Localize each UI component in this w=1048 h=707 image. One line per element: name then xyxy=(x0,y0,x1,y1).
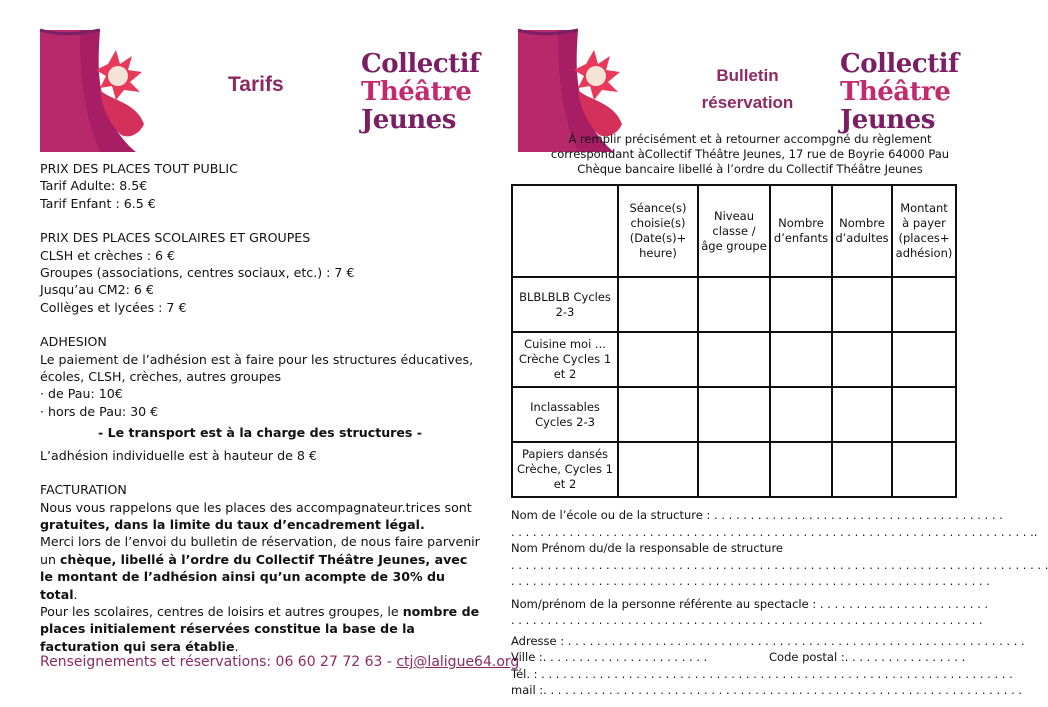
niveau-input-cell[interactable] xyxy=(698,332,770,387)
text-span: Merci lors de l’envoi du bulletin de réservation, de nous faire parvenir un xyxy=(40,534,480,567)
table-row xyxy=(512,387,956,442)
public-line-enfant: Tarif Enfant : 6.5 € xyxy=(40,195,156,211)
tarifs-content xyxy=(40,160,480,655)
adhesion-pau: · de Pau: 10€ xyxy=(40,386,123,402)
ecole-field-continuation[interactable]: . . . . . . . . . . . . . . . . . . . . . . . . . . . . . . . . . . . . . . . . . . . . . . . . . . . . . . . . . . . . . . . . . . . . . . . .. xyxy=(511,524,1038,539)
bold-span: chèque, libellé à l’ordre du Collectif Théâtre Jeunes, avec le montant de l’adhésion ainsi qu’un acompte de 30% du total xyxy=(40,551,468,602)
table-header-cell: Séance(s) choisie(s) (Date(s)+ heure) xyxy=(618,185,698,277)
referente-field-continuation[interactable]: . . . . . . . . . . . . . . . . . . . . . . . . . . . . . . . . . . . . . . . . . . . . . . . . . . . . . . . . . . . . . . . . . xyxy=(511,613,983,627)
code-postal-field[interactable]: Code postal :. . . . . . . . . . . . . . . . . xyxy=(769,650,966,664)
table-header-cell: Niveau classe / âge groupe xyxy=(698,185,770,277)
intro-line: À remplir précisément et à retourner accompgné du règlement xyxy=(568,132,932,146)
public-line-adulte: Tarif Adulte: 8.5€ xyxy=(40,178,148,194)
adhesion-heading: ADHESION xyxy=(40,334,107,350)
seance-input-cell[interactable] xyxy=(618,387,698,442)
bulletin-title-line2: réservation xyxy=(701,93,794,112)
facturation-paragraph-3 xyxy=(40,603,480,655)
adhesion-hors: · hors de Pau: 30 € xyxy=(40,403,159,419)
adhesion-text: Le paiement de l’adhésion est à faire pour les structures éducatives, écoles, CLSH, crèches, autres groupes xyxy=(40,351,474,385)
adultes-input-cell[interactable] xyxy=(832,387,892,442)
table-header-cell: Nombre d’enfants xyxy=(770,185,832,277)
theatre-curtain-illustration xyxy=(40,30,176,152)
reservation-table xyxy=(511,184,957,498)
ville-field[interactable]: Ville :. . . . . . . . . . . . . . . . . . . . . . . xyxy=(511,650,708,664)
referente-field[interactable]: Nom/prénom de la personne référente au spectacle : . . . . . . . . .. . . . . . . . . . . . . . . xyxy=(511,596,989,611)
intro-line: Chèque bancaire libellé à l’ordre du Collectif Théâtre Jeunes xyxy=(577,162,923,176)
text-span: . xyxy=(234,638,239,654)
montant-input-cell[interactable] xyxy=(892,387,956,442)
ecole-field[interactable]: Nom de l’école ou de la structure : . . . . . . . . . . . . . . . . . . . . . . . . . . . . . . . . . . . . . . . . xyxy=(511,508,1003,522)
seance-input-cell[interactable] xyxy=(618,332,698,387)
spectacle-cell: Inclassables Cycles 2-3 xyxy=(512,387,618,442)
logo-line2: Théâtre xyxy=(361,77,472,107)
table-row xyxy=(512,442,956,497)
contact-email-link[interactable]: ctj@laligue64.org xyxy=(396,654,520,670)
transport-note: - Le transport est à la charge des structures - xyxy=(97,425,423,441)
facturation-paragraph-2 xyxy=(40,533,480,603)
adultes-input-cell[interactable] xyxy=(832,442,892,497)
groups-line: Jusqu’au CM2: 6 € xyxy=(40,282,154,298)
spectacle-cell: Papiers dansés Crèche, Cycles 1 et 2 xyxy=(512,442,618,497)
montant-input-cell[interactable] xyxy=(892,442,956,497)
logo-line3: Jeunes xyxy=(361,105,456,135)
text-span: Nous vous rappelons que les places des accompagnateur.trices sont xyxy=(40,499,472,515)
seance-input-cell[interactable] xyxy=(618,277,698,332)
enfants-input-cell[interactable] xyxy=(770,442,832,497)
enfants-input-cell[interactable] xyxy=(770,387,832,442)
structure-form xyxy=(511,507,1048,699)
responsable-field[interactable]: . . . . . . . . . . . . . . . . . . . . . . . . . . . . . . . . . . . . . . . . . . . . . . . . . . . . . . . . . . . . . . . . . . . . . . . . . . xyxy=(511,557,1048,572)
groups-line: Groupes (associations, centres sociaux, etc.) : 7 € xyxy=(40,265,355,281)
bold-span: gratuites, dans la limite du taux d’encadrement légal. xyxy=(40,516,425,532)
enfants-input-cell[interactable] xyxy=(770,277,832,332)
niveau-input-cell[interactable] xyxy=(698,387,770,442)
logo-line1: Collectif xyxy=(361,49,480,79)
logo-collectif-theatre-jeunes xyxy=(361,50,480,134)
text-span: Pour les scolaires, centres de loisirs et autres groupes, le xyxy=(40,603,403,619)
groups-line: CLSH et crèches : 6 € xyxy=(40,247,176,263)
groups-line: Collèges et lycées : 7 € xyxy=(40,299,187,315)
contact-text: Renseignements et réservations: 06 60 27 72 63 - xyxy=(40,654,397,670)
public-heading: PRIX DES PLACES TOUT PUBLIC xyxy=(40,161,238,176)
bulletin-title xyxy=(680,62,815,116)
logo-line3: Jeunes xyxy=(840,105,935,135)
facturation-heading: FACTURATION xyxy=(40,482,127,498)
text-span: . xyxy=(73,586,78,602)
table-header-cell: Montant à payer (places+ adhésion) xyxy=(892,185,956,277)
ville-cp-row xyxy=(511,649,966,666)
spectacle-cell: BLBLBLB Cycles 2-3 xyxy=(512,277,618,332)
seance-input-cell[interactable] xyxy=(618,442,698,497)
adhesion-individuelle: L’adhésion individuelle est à hauteur de 8 € xyxy=(40,447,317,463)
facturation-paragraph-1 xyxy=(40,499,480,534)
table-header-row xyxy=(512,185,956,277)
adultes-input-cell[interactable] xyxy=(832,332,892,387)
adultes-input-cell[interactable] xyxy=(832,277,892,332)
logo-line2: Théâtre xyxy=(840,77,951,107)
montant-input-cell[interactable] xyxy=(892,332,956,387)
bold-span: nombre de places initialement réservées constitue la base de la facturation qui sera établie xyxy=(40,603,480,654)
spectacle-cell: Cuisine moi ... Crèche Cycles 1 et 2 xyxy=(512,332,618,387)
contact-footer xyxy=(40,654,519,670)
logo-line1: Collectif xyxy=(840,49,959,79)
table-header-cell: Nombre d’adultes xyxy=(832,185,892,277)
niveau-input-cell[interactable] xyxy=(698,442,770,497)
mail-field[interactable]: mail :. . . . . . . . . . . . . . . . . . . . . . . . . . . . . . . . . . . . . . . . . . . . . . . . . . . . . . . . . . . . . . . . . . xyxy=(511,683,1023,697)
niveau-input-cell[interactable] xyxy=(698,277,770,332)
montant-input-cell[interactable] xyxy=(892,277,956,332)
table-header-cell xyxy=(512,185,618,277)
bulletin-instructions xyxy=(540,132,960,177)
logo-collectif-theatre-jeunes xyxy=(840,50,959,134)
intro-line: correspondant àCollectif Théâtre Jeunes, 17 rue de Boyrie 64000 Pau xyxy=(550,147,950,161)
responsable-field-continuation[interactable]: . . . . . . . . . . . . . . . . . . . . . . . . . . . . . . . . . . . . . . . . . . . . . . . . . . . . . . . . . . . . . . . . . . xyxy=(511,574,990,588)
tel-field[interactable]: Tél. : . . . . . . . . . . . . . . . . . . . . . . . . . . . . . . . . . . . . . . . . . . . . . . . . . . . . . . . . . . . . . . . . . xyxy=(511,666,1013,681)
responsable-label: Nom Prénom du/de la responsable de structure xyxy=(511,541,784,555)
bulletin-title-line1: Bulletin xyxy=(716,66,779,85)
table-row xyxy=(512,277,956,332)
table-row xyxy=(512,332,956,387)
groups-heading: PRIX DES PLACES SCOLAIRES ET GROUPES xyxy=(40,230,311,246)
tarifs-title: Tarifs xyxy=(228,73,284,96)
adresse-field[interactable]: Adresse : . . . . . . . . . . . . . . . . . . . . . . . . . . . . . . . . . . . . . . . . . . . . . . . . . . . . . . . . . . . . . . . xyxy=(511,633,1025,648)
enfants-input-cell[interactable] xyxy=(770,332,832,387)
